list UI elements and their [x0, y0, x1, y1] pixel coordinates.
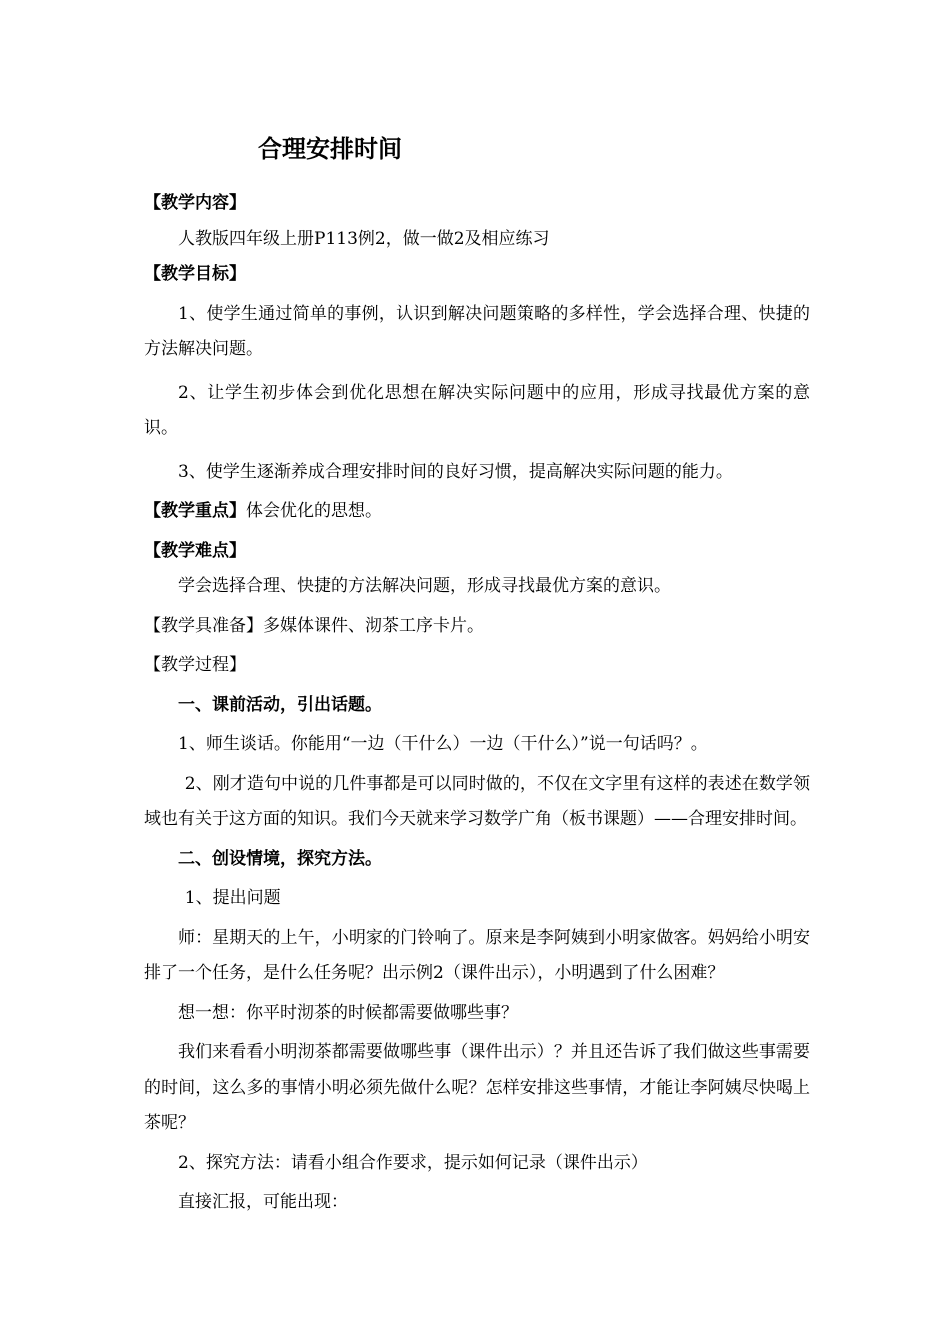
teacher-paragraph: 师：星期天的上午，小明家的门铃响了。原来是李阿姨到小明家做客。妈妈给小明安排了一个任务，是什么任务呢？出示例2（课件出示），小明遇到了什么困难？: [144, 927, 810, 983]
prep-line: 【教学具准备】多媒体课件、沏茶工序卡片。: [144, 615, 484, 636]
part1-item-2: 2、刚才造句中说的几件事都是可以同时做的，不仅在文字里有这样的表述在数学领域也有关于这方面的知识。我们今天就来学习数学广角（板书课题）——合理安排时间。: [144, 773, 810, 829]
goal-item-3: 3、使学生逐渐养成合理安排时间的良好习惯，提高解决实际问题的能力。: [178, 461, 733, 482]
content-text: 人教版四年级上册P113例2，做一做2及相应练习: [178, 228, 550, 249]
part2-heading: 二、创设情境，探究方法。: [178, 848, 382, 869]
look-paragraph: 我们来看看小明沏茶都需要做哪些事（课件出示）？并且还告诉了我们做这些事需要的时间，这么多的事情小明必须先做什么呢？怎样安排这些事情，才能让李阿姨尽快喝上茶呢？: [144, 1042, 810, 1133]
think-paragraph: 想一想：你平时沏茶的时候都需要做哪些事？: [178, 1002, 518, 1023]
section-heading-key: 【教学重点】: [144, 501, 246, 521]
document-body: [144, 186, 810, 1221]
part1-item-1: 1、师生谈话。你能用“一边（干什么）一边（干什么）”说一句话吗？。: [178, 734, 708, 754]
goal-item-1: 1、使学生通过简单的事例，认识到解决问题策略的多样性，学会选择合理、快捷的方法解决问题。: [144, 303, 810, 359]
part1-heading: 一、课前活动，引出话题。: [178, 694, 382, 715]
goal-item-2: 2、让学生初步体会到优化思想在解决实际问题中的应用，形成寻找最优方案的意识。: [144, 382, 810, 438]
part2-item-2: 2、探究方法：请看小组合作要求，提示如何记录（课件出示）: [178, 1152, 648, 1173]
section-heading-content: 【教学内容】: [144, 193, 246, 213]
difficult-text: 学会选择合理、快捷的方法解决问题，形成寻找最优方案的意识。: [178, 576, 671, 596]
section-heading-difficult: 【教学难点】: [144, 540, 246, 561]
document-title: 合理安排时间: [258, 135, 402, 163]
report-paragraph: 直接汇报，可能出现：: [178, 1192, 348, 1212]
section-heading-process: 【教学过程】: [144, 655, 246, 675]
section-heading-goals: 【教学目标】: [144, 264, 246, 284]
key-point-text: 体会优化的思想。: [246, 501, 382, 521]
key-point-line: [144, 494, 810, 530]
part2-item-1: 1、提出问题: [184, 888, 281, 908]
